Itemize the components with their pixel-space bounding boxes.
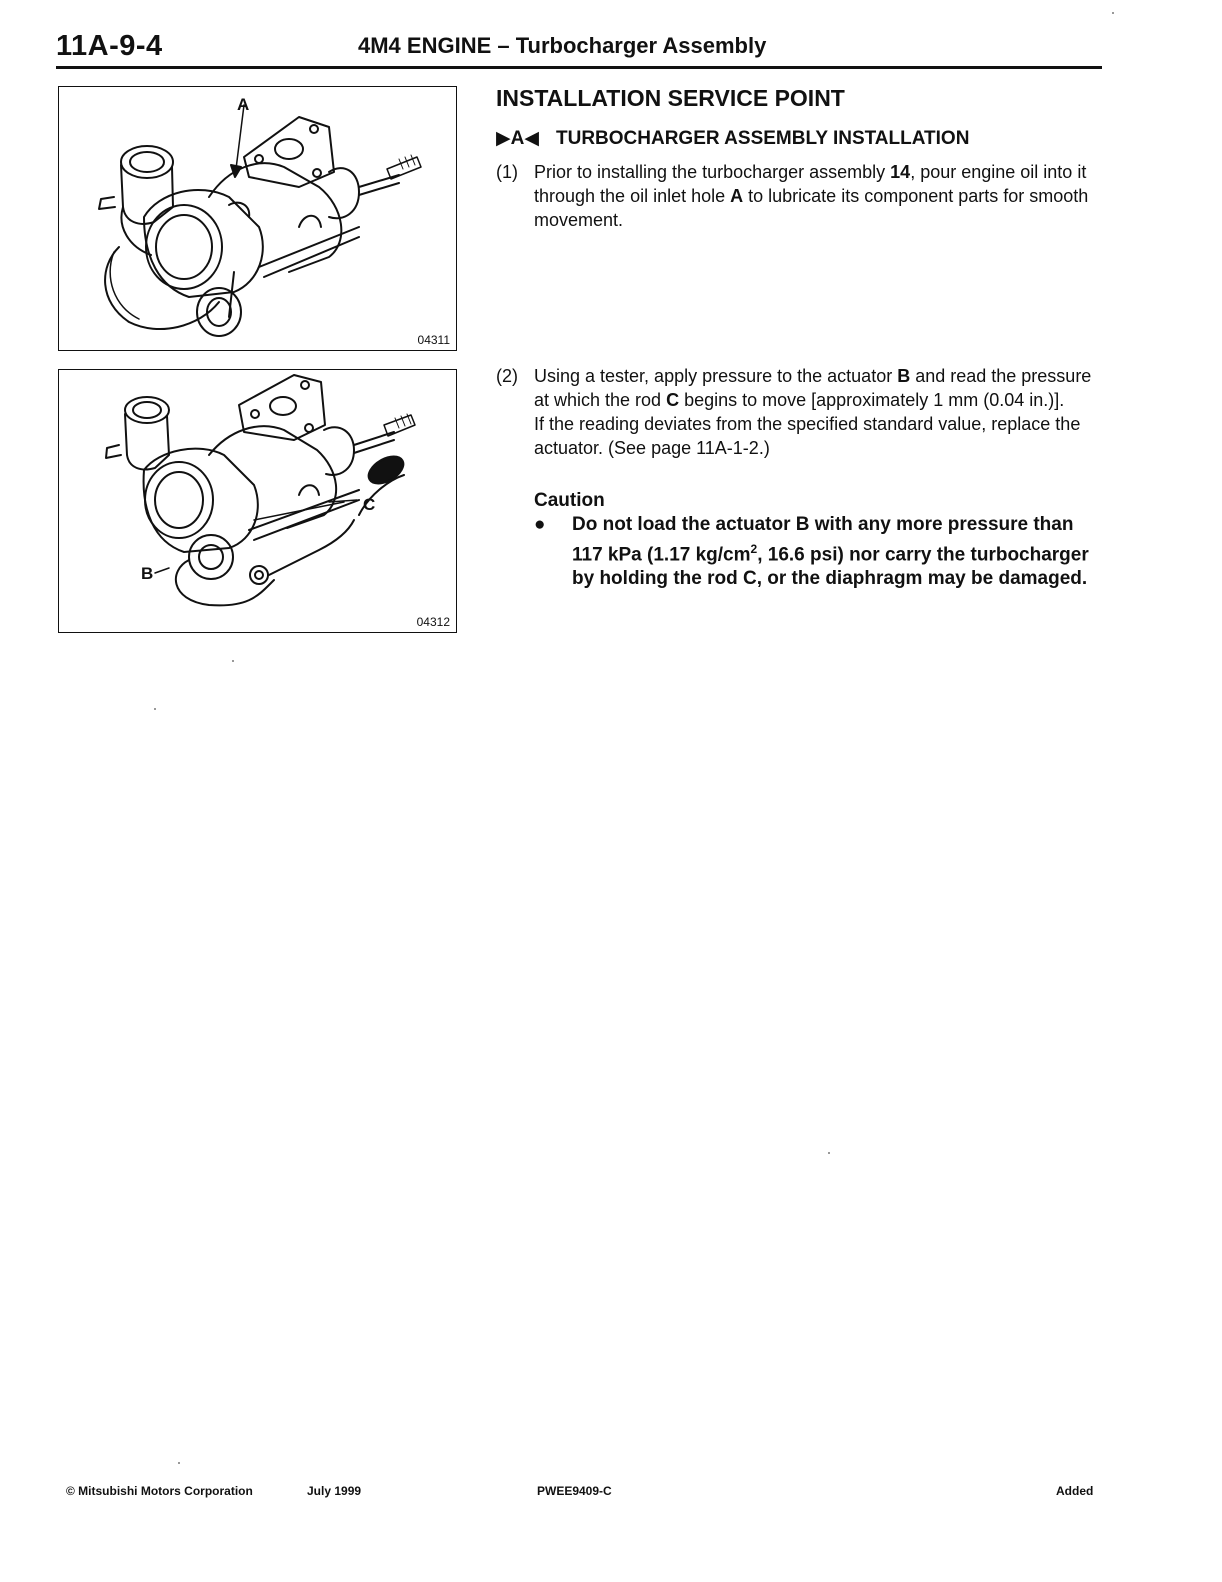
footer-status: Added: [1056, 1484, 1094, 1498]
section-title: 4M4 ENGINE – Turbocharger Assembly: [358, 33, 767, 58]
label-c: C: [363, 495, 376, 514]
scan-speck: [232, 660, 234, 662]
figure-actuator-pressure-test: [58, 369, 457, 633]
header-rule: [56, 66, 1102, 69]
page-number: 11A-9-4: [56, 30, 163, 62]
step-2: [496, 364, 1104, 460]
turbocharger-illustration: [59, 87, 456, 350]
caution-text: Do not load the actuator B with any more pressure than 117 kPa (1.17 $kg/cm^2$, 16.6 psi) nor carry the turbocharger by holding the rod C, or the diaphragm may be damaged.: [572, 514, 1089, 590]
footer-copyright: © Mitsubishi Motors Corporation: [66, 1484, 253, 1498]
step-1: [496, 160, 1104, 232]
step-text: Using a tester, apply pressure to the actuator B and read the pressure at which the rod C begins to move [approximately 1 mm (0.04 in.)].: [534, 366, 1092, 410]
bullet-icon: ●: [534, 514, 546, 535]
figure-turbocharger-oil-inlet: [58, 86, 457, 351]
actuator-test-illustration: [59, 370, 456, 632]
caution-heading: Caution: [534, 490, 605, 511]
figure-id: 04311: [417, 333, 450, 347]
procedure-title: TURBOCHARGER ASSEMBLY INSTALLATION: [556, 128, 970, 149]
scan-speck: [178, 1462, 180, 1464]
step-number: (2): [496, 366, 518, 386]
service-point-mark: ▶A◀: [496, 128, 539, 149]
step-number: (1): [496, 162, 518, 182]
label-a: A: [237, 95, 250, 114]
installation-heading: INSTALLATION SERVICE POINT: [496, 85, 845, 111]
caution-item: [534, 513, 1104, 591]
label-b: B: [141, 564, 154, 583]
figure-id: 04312: [416, 615, 450, 629]
footer-code: PWEE9409-C: [537, 1484, 612, 1498]
scan-speck: [828, 1152, 830, 1154]
procedure-heading: [496, 127, 969, 150]
footer-date: July 1999: [307, 1484, 362, 1498]
scan-speck: [154, 708, 156, 710]
step-note: If the reading deviates from the specified standard value, replace the actuator. (See page 11A-1-2.): [534, 414, 1081, 458]
scan-speck: [1112, 12, 1114, 14]
step-text: Prior to installing the turbocharger assembly 14, pour engine oil into it through the oil inlet hole A to lubricate its component parts for smooth movement.: [534, 162, 1089, 230]
